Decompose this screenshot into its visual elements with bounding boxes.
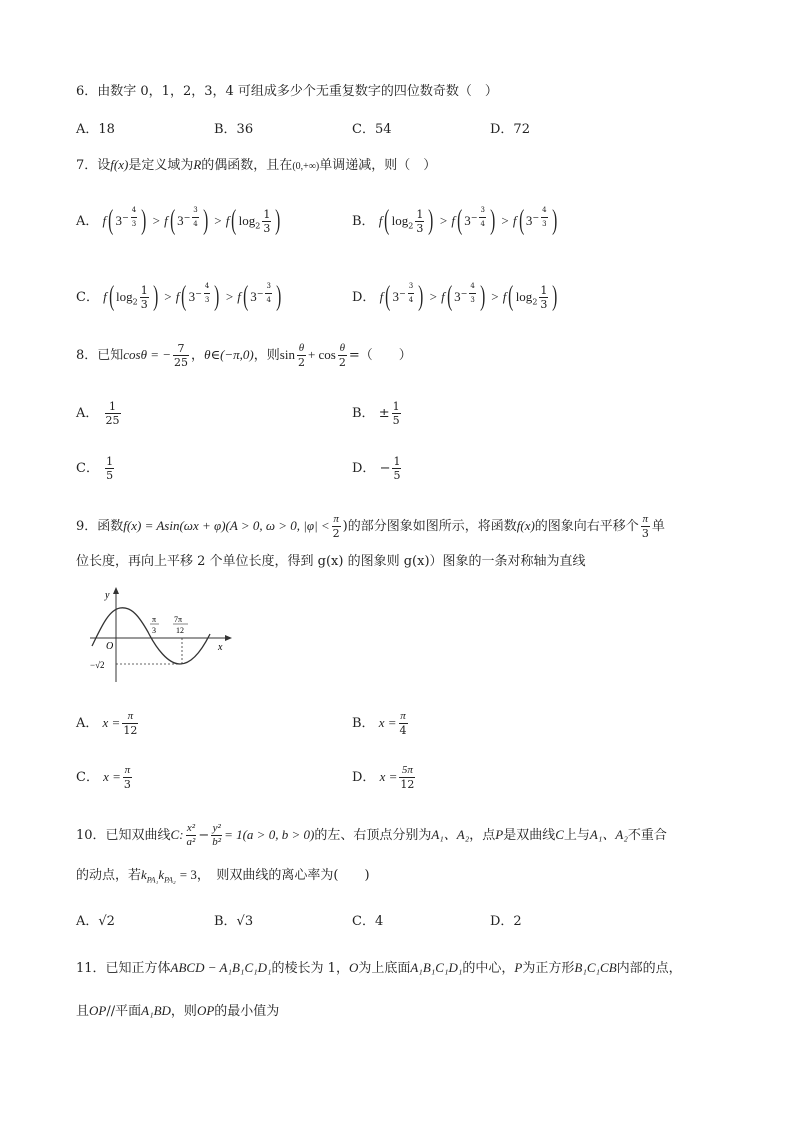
q7-stem: 7．设f(x)是定义域为R的偶函数，且在(0,+∞)单调递减，则（ ） <box>76 157 437 173</box>
q7-option-c: C． f( $\log_2$ $\frac{1}{3}$ ) > f( $3^{- \frac{4}{3}}$ ) > f( $3^{- \frac{3}{4}}$ ) <box>76 281 282 313</box>
q11-stem-line1: 11．已知正方体ABCD − A₁B₁C₁D₁的棱长为 1，O为上底面A₁B₁C₁D₁的中心，P为正方形B₁C₁CB内部的点， <box>76 960 682 976</box>
q6-stem: 6．由数字 0，1，2，3，4 可组成多少个无重复数字的四位数奇数（ ） <box>76 84 498 99</box>
q8-option-d: D． − $\frac{1}{5}$ <box>352 455 401 482</box>
q10-option-d: D．2 <box>490 914 522 929</box>
q8-option-b: B． ± $\frac{1}{5}$ <box>352 400 400 427</box>
seven-pi12-num: 7π <box>174 615 183 624</box>
q6-option-a: A．18 <box>76 122 115 137</box>
q9-option-b: B． x = $\frac{\pi}{4}$ <box>352 710 407 737</box>
neg-sqrt2-label: −√2 <box>90 660 105 670</box>
q6-option-b: B．36 <box>214 122 254 137</box>
q9-sine-graph <box>86 586 236 684</box>
q8-option-c: C． $\frac{1}{5}$ <box>76 455 114 482</box>
q9-stem-line1: 9．函数f(x) = Asin(ωx + φ)(A > 0, ω > 0, |φ| < $\frac{\pi}{2}$ )的部分图象如图所示，将函数f(x)的图象向右平移个 $\frac{\pi}{3}$ 单 <box>76 513 665 540</box>
q7-option-d: D． f( $3^{- \frac{3}{4}}$ ) > f( $3^{- \frac{4}{3}}$ ) > f( $\log_2$ $\frac{1}{3}$ ) <box>352 281 558 313</box>
q8-option-a: A． $\frac{1}{25}$ <box>76 400 120 427</box>
q7-option-b: B． f( $\log_2$ $\frac{1}{3}$ ) > f( $3^{- \frac{3}{4}}$ ) > f( $3^{- \frac{4}{3}}$ ) <box>352 205 557 237</box>
sine-curve <box>92 608 210 664</box>
seven-pi12-den: 12 <box>176 626 184 635</box>
q10-stem-line2: 的动点，若$k_{PA_1}k_{PA_2} = 3$， 则双曲线的离心率为( ) <box>76 867 370 885</box>
q10-stem-line1: 10．已知双曲线C: $\frac{\text{x²}}{\text{a²}}$ − $\frac{\text{y²}}{\text{b²}}$ = 1(a > 0, b > 0)的左、右顶点分别为A₁、A₂，点P是双曲线C上与A₁、A₂不重合 <box>76 822 667 848</box>
q8-stem: 8．已知cosθ = − $\frac{7}{25}$ ，θ∈(−π,0)，则sin $\frac{\theta}{2}$ + cos $\frac{\theta}{2}$ =（ ） <box>76 342 412 369</box>
origin-label: O <box>106 641 114 652</box>
y-axis-arrow <box>113 587 119 594</box>
q10-option-a: A．√2 <box>76 914 115 929</box>
q9-option-c: C． x = $\frac{\pi}{3}$ <box>76 764 131 791</box>
pi3-den: 3 <box>152 626 156 635</box>
q9-stem-line2: 位长度，再向上平移 2 个单位长度，得到 g(x) 的图象则 g(x)）图象的一条对称轴为直线 <box>76 554 586 569</box>
q10-option-b: B．√3 <box>214 914 254 929</box>
q10-option-c: C．4 <box>352 914 384 929</box>
q7-option-a: A． f( $3^{- \frac{4}{3}}$ ) > f( $3^{- \frac{3}{4}}$ ) > f( $\log_2$ $\frac{1}{3}$ ) <box>76 205 281 237</box>
pi3-num: π <box>152 615 157 624</box>
x-axis-arrow <box>225 635 232 641</box>
q9-option-d: D． x = $\frac{5\pi}{12}$ <box>352 764 415 791</box>
x-label: x <box>218 642 223 653</box>
q6-option-d: D．72 <box>490 122 530 137</box>
q11-stem-line2: 且OP//平面A₁BD，则OP的最小值为 <box>76 1003 280 1019</box>
q9-option-a: A． x = $\frac{\pi}{12}$ <box>76 710 138 737</box>
q6-option-c: C．54 <box>352 122 392 137</box>
y-label: y <box>105 590 110 601</box>
